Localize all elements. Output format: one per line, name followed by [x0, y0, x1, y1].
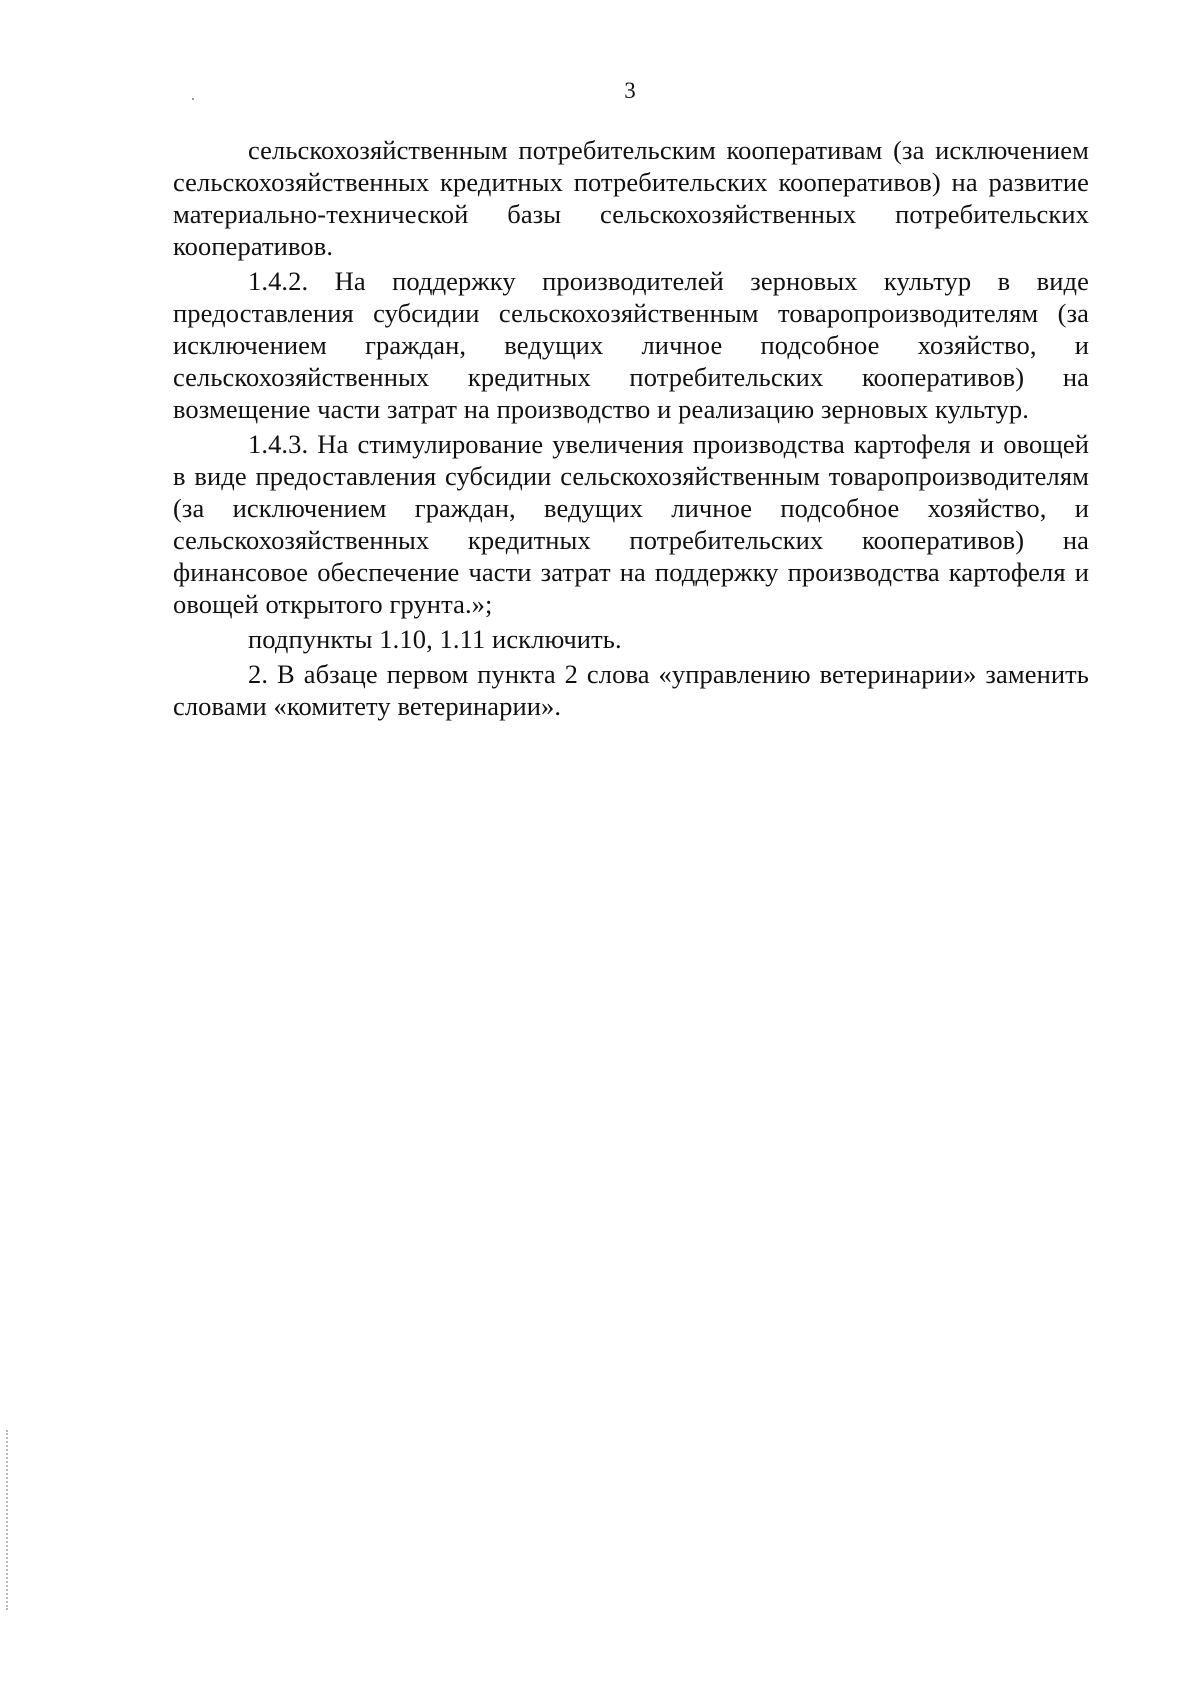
document-body — [173, 134, 1089, 722]
paragraph-exclude-subitems: подпункты 1.10, 1.11 исключить. — [248, 624, 622, 654]
page-number: 3 — [624, 78, 636, 103]
paragraph-1-4-3: 1.4.3. На стимулирование увеличения производства картофеля и овощей в виде предоставления субсидии сельскохозяйственным товаропроизводителям (за исключением граждан, ведущих личное подсобное хозяйство, и сельскохозяйственных кредитных потребительских кооперативов) на финансовое обеспечение части затрат на поддержку производства картофеля и овощей открытого грунта.»; — [173, 429, 1089, 619]
scan-edge-marks — [6, 1430, 10, 1610]
paragraph-item-2: 2. В абзаце первом пункта 2 слова «управлению ветеринарии» заменить словами «комитету ветеринарии». — [173, 659, 1089, 721]
scan-speck — [192, 98, 194, 100]
paragraph-continuation: сельскохозяйственным потребительским кооперативам (за исключением сельскохозяйственных кредитных потребительских кооперативов) на развитие материально-технической базы сельскохозяйственных потребительских кооперативов. — [173, 135, 1089, 261]
paragraph-1-4-2: 1.4.2. На поддержку производителей зерновых культур в виде предоставления субсидии сельскохозяйственным товаропроизводителям (за исключением граждан, ведущих личное подсобное хозяйство, и сельскохозяйственных кредитных потребительских кооперативов) на возмещение части затрат на производство и реализацию зерновых культур. — [173, 266, 1089, 424]
